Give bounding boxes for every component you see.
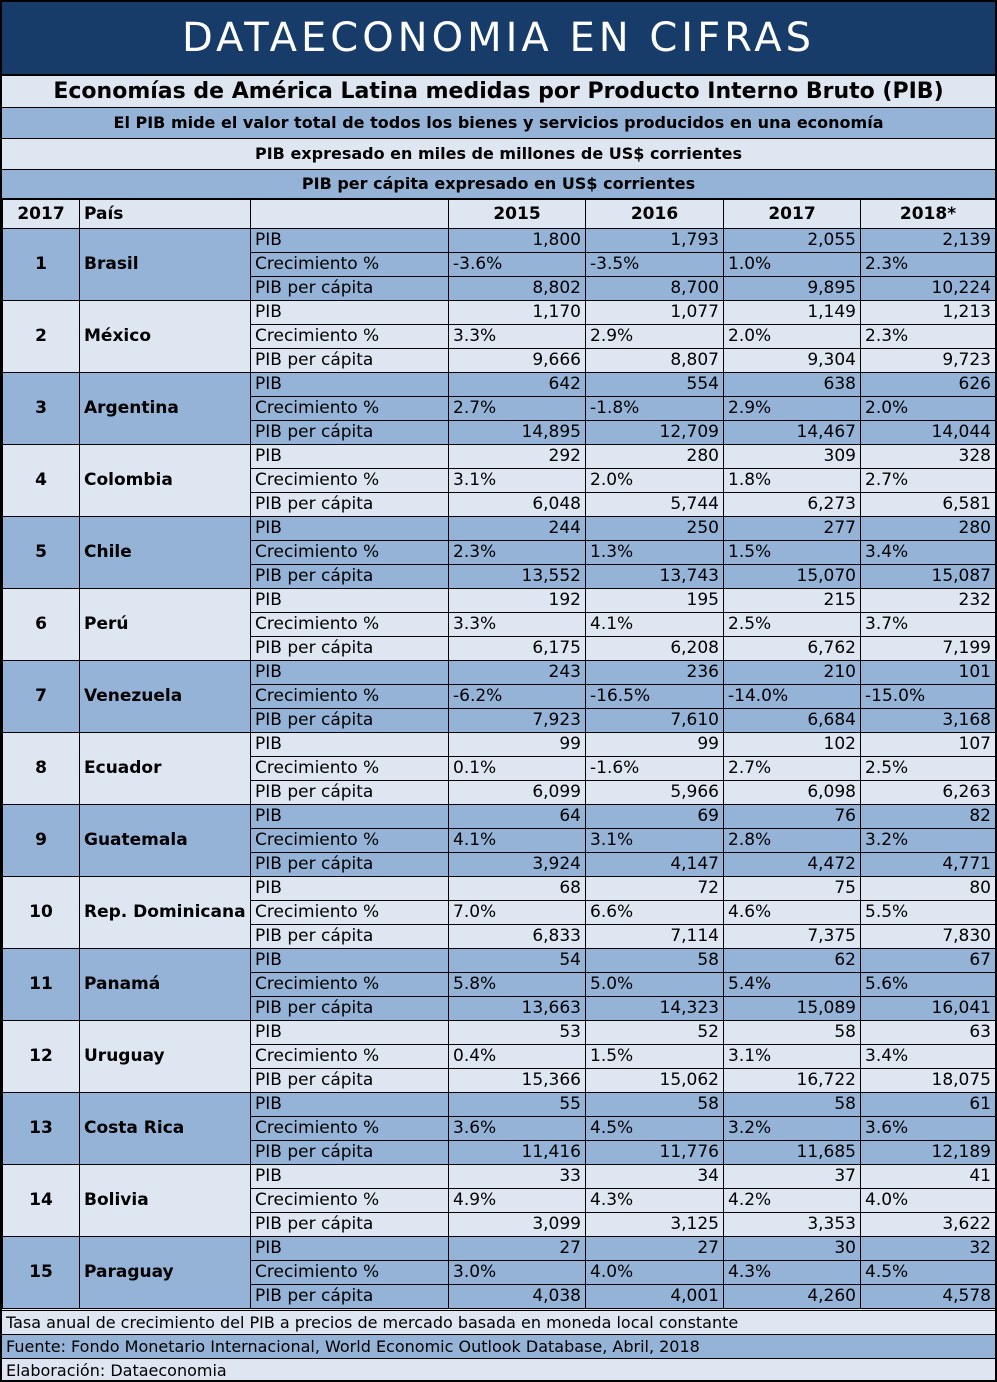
table-body xyxy=(3,229,996,1309)
value-cell: 3,168 xyxy=(861,709,996,733)
value-cell: 7,375 xyxy=(724,925,861,949)
value-cell: 4,472 xyxy=(724,853,861,877)
value-cell: 3.1% xyxy=(586,829,724,853)
value-cell: 243 xyxy=(449,661,586,685)
table-row xyxy=(3,373,996,397)
value-cell: 292 xyxy=(449,445,586,469)
footer-author: Elaboración: Dataeconomia xyxy=(2,1358,995,1382)
value-cell: 1.5% xyxy=(724,541,861,565)
country-cell: Costa Rica xyxy=(80,1093,251,1165)
metric-label: PIB per cápita xyxy=(251,781,449,805)
value-cell: 8,802 xyxy=(449,277,586,301)
value-cell: 3.2% xyxy=(861,829,996,853)
value-cell: 2.3% xyxy=(449,541,586,565)
country-cell: Rep. Dominicana xyxy=(80,877,251,949)
value-cell: -14.0% xyxy=(724,685,861,709)
subtitle-definition: El PIB mide el valor total de todos los bienes y servicios producidos en una economía xyxy=(2,108,995,139)
table-row xyxy=(3,661,996,685)
value-cell: 192 xyxy=(449,589,586,613)
value-cell: 250 xyxy=(586,517,724,541)
value-cell: 7.0% xyxy=(449,901,586,925)
metric-label: Crecimiento % xyxy=(251,325,449,349)
footer-note: Tasa anual de crecimiento del PIB a precios de mercado basada en moneda local constante xyxy=(2,1310,995,1334)
value-cell: 5,966 xyxy=(586,781,724,805)
value-cell: 6,273 xyxy=(724,493,861,517)
metric-label: Crecimiento % xyxy=(251,469,449,493)
value-cell: 64 xyxy=(449,805,586,829)
metric-label: Crecimiento % xyxy=(251,829,449,853)
value-cell: 11,776 xyxy=(586,1141,724,1165)
value-cell: 68 xyxy=(449,877,586,901)
value-cell: 14,467 xyxy=(724,421,861,445)
metric-label: Crecimiento % xyxy=(251,541,449,565)
value-cell: -3.5% xyxy=(586,253,724,277)
value-cell: 107 xyxy=(861,733,996,757)
value-cell: 2.9% xyxy=(586,325,724,349)
metric-label: PIB per cápita xyxy=(251,1141,449,1165)
metric-label: PIB xyxy=(251,1021,449,1045)
value-cell: 7,199 xyxy=(861,637,996,661)
footer-source: Fuente: Fondo Monetario Internacional, World Economic Outlook Database, Abril, 2018 xyxy=(2,1334,995,1358)
value-cell: 41 xyxy=(861,1165,996,1189)
value-cell: 13,663 xyxy=(449,997,586,1021)
value-cell: 12,189 xyxy=(861,1141,996,1165)
value-cell: 7,923 xyxy=(449,709,586,733)
value-cell: 4.9% xyxy=(449,1189,586,1213)
country-cell: Ecuador xyxy=(80,733,251,805)
subtitle-units-percapita: PIB per cápita expresado en US$ corrientes xyxy=(2,170,995,199)
value-cell: 3.6% xyxy=(449,1117,586,1141)
metric-label: PIB per cápita xyxy=(251,277,449,301)
metric-label: PIB per cápita xyxy=(251,493,449,517)
value-cell: -1.6% xyxy=(586,757,724,781)
value-cell: 62 xyxy=(724,949,861,973)
metric-label: PIB xyxy=(251,877,449,901)
rank-cell: 14 xyxy=(3,1165,80,1237)
value-cell: 642 xyxy=(449,373,586,397)
value-cell: 63 xyxy=(861,1021,996,1045)
metric-label: PIB per cápita xyxy=(251,925,449,949)
metric-label: PIB xyxy=(251,589,449,613)
value-cell: 30 xyxy=(724,1237,861,1261)
value-cell: 328 xyxy=(861,445,996,469)
value-cell: 15,089 xyxy=(724,997,861,1021)
metric-label: PIB per cápita xyxy=(251,1213,449,1237)
value-cell: 7,114 xyxy=(586,925,724,949)
header-year-2018: 2018* xyxy=(861,200,996,229)
rank-cell: 10 xyxy=(3,877,80,949)
metric-label: PIB per cápita xyxy=(251,853,449,877)
value-cell: 34 xyxy=(586,1165,724,1189)
table-row xyxy=(3,949,996,973)
banner-title: DATAECONOMIA EN CIFRAS xyxy=(2,2,995,76)
value-cell: 3.2% xyxy=(724,1117,861,1141)
value-cell: 5.4% xyxy=(724,973,861,997)
value-cell: 2,055 xyxy=(724,229,861,253)
metric-label: Crecimiento % xyxy=(251,1261,449,1285)
value-cell: 58 xyxy=(586,1093,724,1117)
metric-label: PIB xyxy=(251,373,449,397)
value-cell: 14,044 xyxy=(861,421,996,445)
metric-label: Crecimiento % xyxy=(251,901,449,925)
value-cell: 4.6% xyxy=(724,901,861,925)
country-cell: Argentina xyxy=(80,373,251,445)
value-cell: 80 xyxy=(861,877,996,901)
metric-label: PIB xyxy=(251,1165,449,1189)
value-cell: 5.0% xyxy=(586,973,724,997)
value-cell: -16.5% xyxy=(586,685,724,709)
value-cell: 11,685 xyxy=(724,1141,861,1165)
value-cell: 4.0% xyxy=(586,1261,724,1285)
value-cell: 54 xyxy=(449,949,586,973)
value-cell: 4,147 xyxy=(586,853,724,877)
value-cell: 61 xyxy=(861,1093,996,1117)
metric-label: PIB xyxy=(251,1237,449,1261)
country-cell: Colombia xyxy=(80,445,251,517)
value-cell: 2.8% xyxy=(724,829,861,853)
rank-cell: 12 xyxy=(3,1021,80,1093)
value-cell: 3.4% xyxy=(861,1045,996,1069)
value-cell: 9,304 xyxy=(724,349,861,373)
value-cell: 16,722 xyxy=(724,1069,861,1093)
table-row xyxy=(3,805,996,829)
value-cell: 58 xyxy=(586,949,724,973)
metric-label: PIB xyxy=(251,301,449,325)
value-cell: 3,924 xyxy=(449,853,586,877)
value-cell: 1.3% xyxy=(586,541,724,565)
rank-cell: 2 xyxy=(3,301,80,373)
value-cell: 1,800 xyxy=(449,229,586,253)
value-cell: 4.0% xyxy=(861,1189,996,1213)
value-cell: 2.7% xyxy=(449,397,586,421)
value-cell: 15,070 xyxy=(724,565,861,589)
value-cell: 1,149 xyxy=(724,301,861,325)
value-cell: 210 xyxy=(724,661,861,685)
value-cell: 3.4% xyxy=(861,541,996,565)
value-cell: 6,048 xyxy=(449,493,586,517)
country-cell: México xyxy=(80,301,251,373)
table-row xyxy=(3,517,996,541)
value-cell: 3.0% xyxy=(449,1261,586,1285)
value-cell: 3,125 xyxy=(586,1213,724,1237)
table-row xyxy=(3,1165,996,1189)
value-cell: 2.7% xyxy=(861,469,996,493)
metric-label: PIB xyxy=(251,949,449,973)
metric-label: Crecimiento % xyxy=(251,253,449,277)
country-cell: Guatemala xyxy=(80,805,251,877)
country-cell: Panamá xyxy=(80,949,251,1021)
value-cell: 37 xyxy=(724,1165,861,1189)
rank-cell: 5 xyxy=(3,517,80,589)
country-cell: Paraguay xyxy=(80,1237,251,1309)
value-cell: 82 xyxy=(861,805,996,829)
value-cell: 11,416 xyxy=(449,1141,586,1165)
value-cell: 2.9% xyxy=(724,397,861,421)
value-cell: 99 xyxy=(449,733,586,757)
table-row xyxy=(3,445,996,469)
value-cell: 1,213 xyxy=(861,301,996,325)
value-cell: 6,581 xyxy=(861,493,996,517)
value-cell: 6,208 xyxy=(586,637,724,661)
value-cell: 76 xyxy=(724,805,861,829)
value-cell: 232 xyxy=(861,589,996,613)
value-cell: 4,578 xyxy=(861,1285,996,1309)
value-cell: 4.3% xyxy=(586,1189,724,1213)
country-cell: Uruguay xyxy=(80,1021,251,1093)
metric-label: PIB xyxy=(251,805,449,829)
value-cell: 67 xyxy=(861,949,996,973)
value-cell: 4,038 xyxy=(449,1285,586,1309)
metric-label: PIB per cápita xyxy=(251,709,449,733)
value-cell: 6,833 xyxy=(449,925,586,949)
value-cell: 2.0% xyxy=(861,397,996,421)
metric-label: PIB per cápita xyxy=(251,349,449,373)
value-cell: 58 xyxy=(724,1093,861,1117)
metric-label: PIB xyxy=(251,445,449,469)
value-cell: 101 xyxy=(861,661,996,685)
value-cell: 13,743 xyxy=(586,565,724,589)
value-cell: 2.3% xyxy=(861,253,996,277)
value-cell: 6,099 xyxy=(449,781,586,805)
value-cell: 4.1% xyxy=(449,829,586,853)
value-cell: 0.1% xyxy=(449,757,586,781)
value-cell: 3.1% xyxy=(449,469,586,493)
header-country: País xyxy=(80,200,251,229)
metric-label: PIB per cápita xyxy=(251,637,449,661)
rank-cell: 9 xyxy=(3,805,80,877)
value-cell: 4,771 xyxy=(861,853,996,877)
header-rank: 2017 xyxy=(3,200,80,229)
value-cell: 15,087 xyxy=(861,565,996,589)
value-cell: 14,895 xyxy=(449,421,586,445)
value-cell: 12,709 xyxy=(586,421,724,445)
value-cell: 4,001 xyxy=(586,1285,724,1309)
value-cell: 72 xyxy=(586,877,724,901)
value-cell: 7,610 xyxy=(586,709,724,733)
value-cell: 554 xyxy=(586,373,724,397)
value-cell: 9,895 xyxy=(724,277,861,301)
value-cell: -1.8% xyxy=(586,397,724,421)
metric-label: PIB per cápita xyxy=(251,421,449,445)
value-cell: 2,139 xyxy=(861,229,996,253)
metric-label: Crecimiento % xyxy=(251,613,449,637)
value-cell: 277 xyxy=(724,517,861,541)
header-year-2016: 2016 xyxy=(586,200,724,229)
value-cell: -6.2% xyxy=(449,685,586,709)
value-cell: -15.0% xyxy=(861,685,996,709)
value-cell: 75 xyxy=(724,877,861,901)
metric-label: PIB xyxy=(251,733,449,757)
value-cell: 4.5% xyxy=(586,1117,724,1141)
table-row xyxy=(3,733,996,757)
metric-label: Crecimiento % xyxy=(251,757,449,781)
value-cell: 5,744 xyxy=(586,493,724,517)
value-cell: 236 xyxy=(586,661,724,685)
header-year-2017: 2017 xyxy=(724,200,861,229)
rank-cell: 6 xyxy=(3,589,80,661)
rank-cell: 11 xyxy=(3,949,80,1021)
rank-cell: 1 xyxy=(3,229,80,301)
value-cell: 280 xyxy=(586,445,724,469)
value-cell: 99 xyxy=(586,733,724,757)
value-cell: 215 xyxy=(724,589,861,613)
metric-label: PIB xyxy=(251,661,449,685)
metric-label: PIB per cápita xyxy=(251,1069,449,1093)
value-cell: 15,062 xyxy=(586,1069,724,1093)
subtitle-units-pib: PIB expresado en miles de millones de US$ corrientes xyxy=(2,139,995,170)
value-cell: 1,793 xyxy=(586,229,724,253)
value-cell: 4.3% xyxy=(724,1261,861,1285)
metric-label: PIB xyxy=(251,229,449,253)
value-cell: 195 xyxy=(586,589,724,613)
country-cell: Venezuela xyxy=(80,661,251,733)
value-cell: 280 xyxy=(861,517,996,541)
metric-label: Crecimiento % xyxy=(251,397,449,421)
value-cell: 3.7% xyxy=(861,613,996,637)
value-cell: 638 xyxy=(724,373,861,397)
value-cell: 309 xyxy=(724,445,861,469)
header-metric xyxy=(251,200,449,229)
value-cell: 53 xyxy=(449,1021,586,1045)
metric-label: PIB xyxy=(251,1093,449,1117)
value-cell: 2.7% xyxy=(724,757,861,781)
value-cell: 2.5% xyxy=(861,757,996,781)
value-cell: 6,098 xyxy=(724,781,861,805)
header-year-2015: 2015 xyxy=(449,200,586,229)
value-cell: 32 xyxy=(861,1237,996,1261)
page-title: Economías de América Latina medidas por Producto Interno Bruto (PIB) xyxy=(2,76,995,108)
metric-label: PIB per cápita xyxy=(251,1285,449,1309)
value-cell: 8,700 xyxy=(586,277,724,301)
value-cell: 16,041 xyxy=(861,997,996,1021)
value-cell: 7,830 xyxy=(861,925,996,949)
value-cell: 1,077 xyxy=(586,301,724,325)
value-cell: 10,224 xyxy=(861,277,996,301)
metric-label: Crecimiento % xyxy=(251,1045,449,1069)
value-cell: 2.5% xyxy=(724,613,861,637)
value-cell: 1.8% xyxy=(724,469,861,493)
rank-cell: 3 xyxy=(3,373,80,445)
rank-cell: 13 xyxy=(3,1093,80,1165)
table-row xyxy=(3,1021,996,1045)
table-row xyxy=(3,877,996,901)
value-cell: 244 xyxy=(449,517,586,541)
value-cell: 4.1% xyxy=(586,613,724,637)
value-cell: 5.5% xyxy=(861,901,996,925)
metric-label: Crecimiento % xyxy=(251,1117,449,1141)
value-cell: 33 xyxy=(449,1165,586,1189)
value-cell: 6,762 xyxy=(724,637,861,661)
country-cell: Perú xyxy=(80,589,251,661)
value-cell: 4,260 xyxy=(724,1285,861,1309)
table-header-row xyxy=(3,200,996,229)
value-cell: 1,170 xyxy=(449,301,586,325)
value-cell: 4.2% xyxy=(724,1189,861,1213)
value-cell: 9,666 xyxy=(449,349,586,373)
value-cell: 18,075 xyxy=(861,1069,996,1093)
value-cell: 4.5% xyxy=(861,1261,996,1285)
value-cell: 58 xyxy=(724,1021,861,1045)
value-cell: 2.0% xyxy=(724,325,861,349)
value-cell: 6,263 xyxy=(861,781,996,805)
value-cell: 0.4% xyxy=(449,1045,586,1069)
value-cell: 3.3% xyxy=(449,325,586,349)
value-cell: 9,723 xyxy=(861,349,996,373)
country-cell: Bolivia xyxy=(80,1165,251,1237)
value-cell: 52 xyxy=(586,1021,724,1045)
value-cell: 6.6% xyxy=(586,901,724,925)
country-cell: Brasil xyxy=(80,229,251,301)
value-cell: 5.8% xyxy=(449,973,586,997)
value-cell: 2.3% xyxy=(861,325,996,349)
value-cell: 8,807 xyxy=(586,349,724,373)
value-cell: 3.3% xyxy=(449,613,586,637)
value-cell: 6,175 xyxy=(449,637,586,661)
value-cell: 102 xyxy=(724,733,861,757)
value-cell: 27 xyxy=(586,1237,724,1261)
value-cell: 13,552 xyxy=(449,565,586,589)
value-cell: 69 xyxy=(586,805,724,829)
value-cell: -3.6% xyxy=(449,253,586,277)
value-cell: 3.1% xyxy=(724,1045,861,1069)
metric-label: PIB per cápita xyxy=(251,565,449,589)
rank-cell: 15 xyxy=(3,1237,80,1309)
metric-label: Crecimiento % xyxy=(251,1189,449,1213)
value-cell: 55 xyxy=(449,1093,586,1117)
value-cell: 6,684 xyxy=(724,709,861,733)
value-cell: 3,099 xyxy=(449,1213,586,1237)
value-cell: 27 xyxy=(449,1237,586,1261)
value-cell: 14,323 xyxy=(586,997,724,1021)
rank-cell: 8 xyxy=(3,733,80,805)
gdp-table xyxy=(2,199,996,1309)
table-row xyxy=(3,1093,996,1117)
value-cell: 15,366 xyxy=(449,1069,586,1093)
metric-label: Crecimiento % xyxy=(251,685,449,709)
value-cell: 1.5% xyxy=(586,1045,724,1069)
metric-label: PIB xyxy=(251,517,449,541)
value-cell: 5.6% xyxy=(861,973,996,997)
value-cell: 3,622 xyxy=(861,1213,996,1237)
value-cell: 2.0% xyxy=(586,469,724,493)
metric-label: Crecimiento % xyxy=(251,973,449,997)
table-row xyxy=(3,229,996,253)
table-row xyxy=(3,301,996,325)
value-cell: 3,353 xyxy=(724,1213,861,1237)
value-cell: 626 xyxy=(861,373,996,397)
table-row xyxy=(3,1237,996,1261)
value-cell: 3.6% xyxy=(861,1117,996,1141)
value-cell: 1.0% xyxy=(724,253,861,277)
rank-cell: 7 xyxy=(3,661,80,733)
table-row xyxy=(3,589,996,613)
country-cell: Chile xyxy=(80,517,251,589)
rank-cell: 4 xyxy=(3,445,80,517)
metric-label: PIB per cápita xyxy=(251,997,449,1021)
